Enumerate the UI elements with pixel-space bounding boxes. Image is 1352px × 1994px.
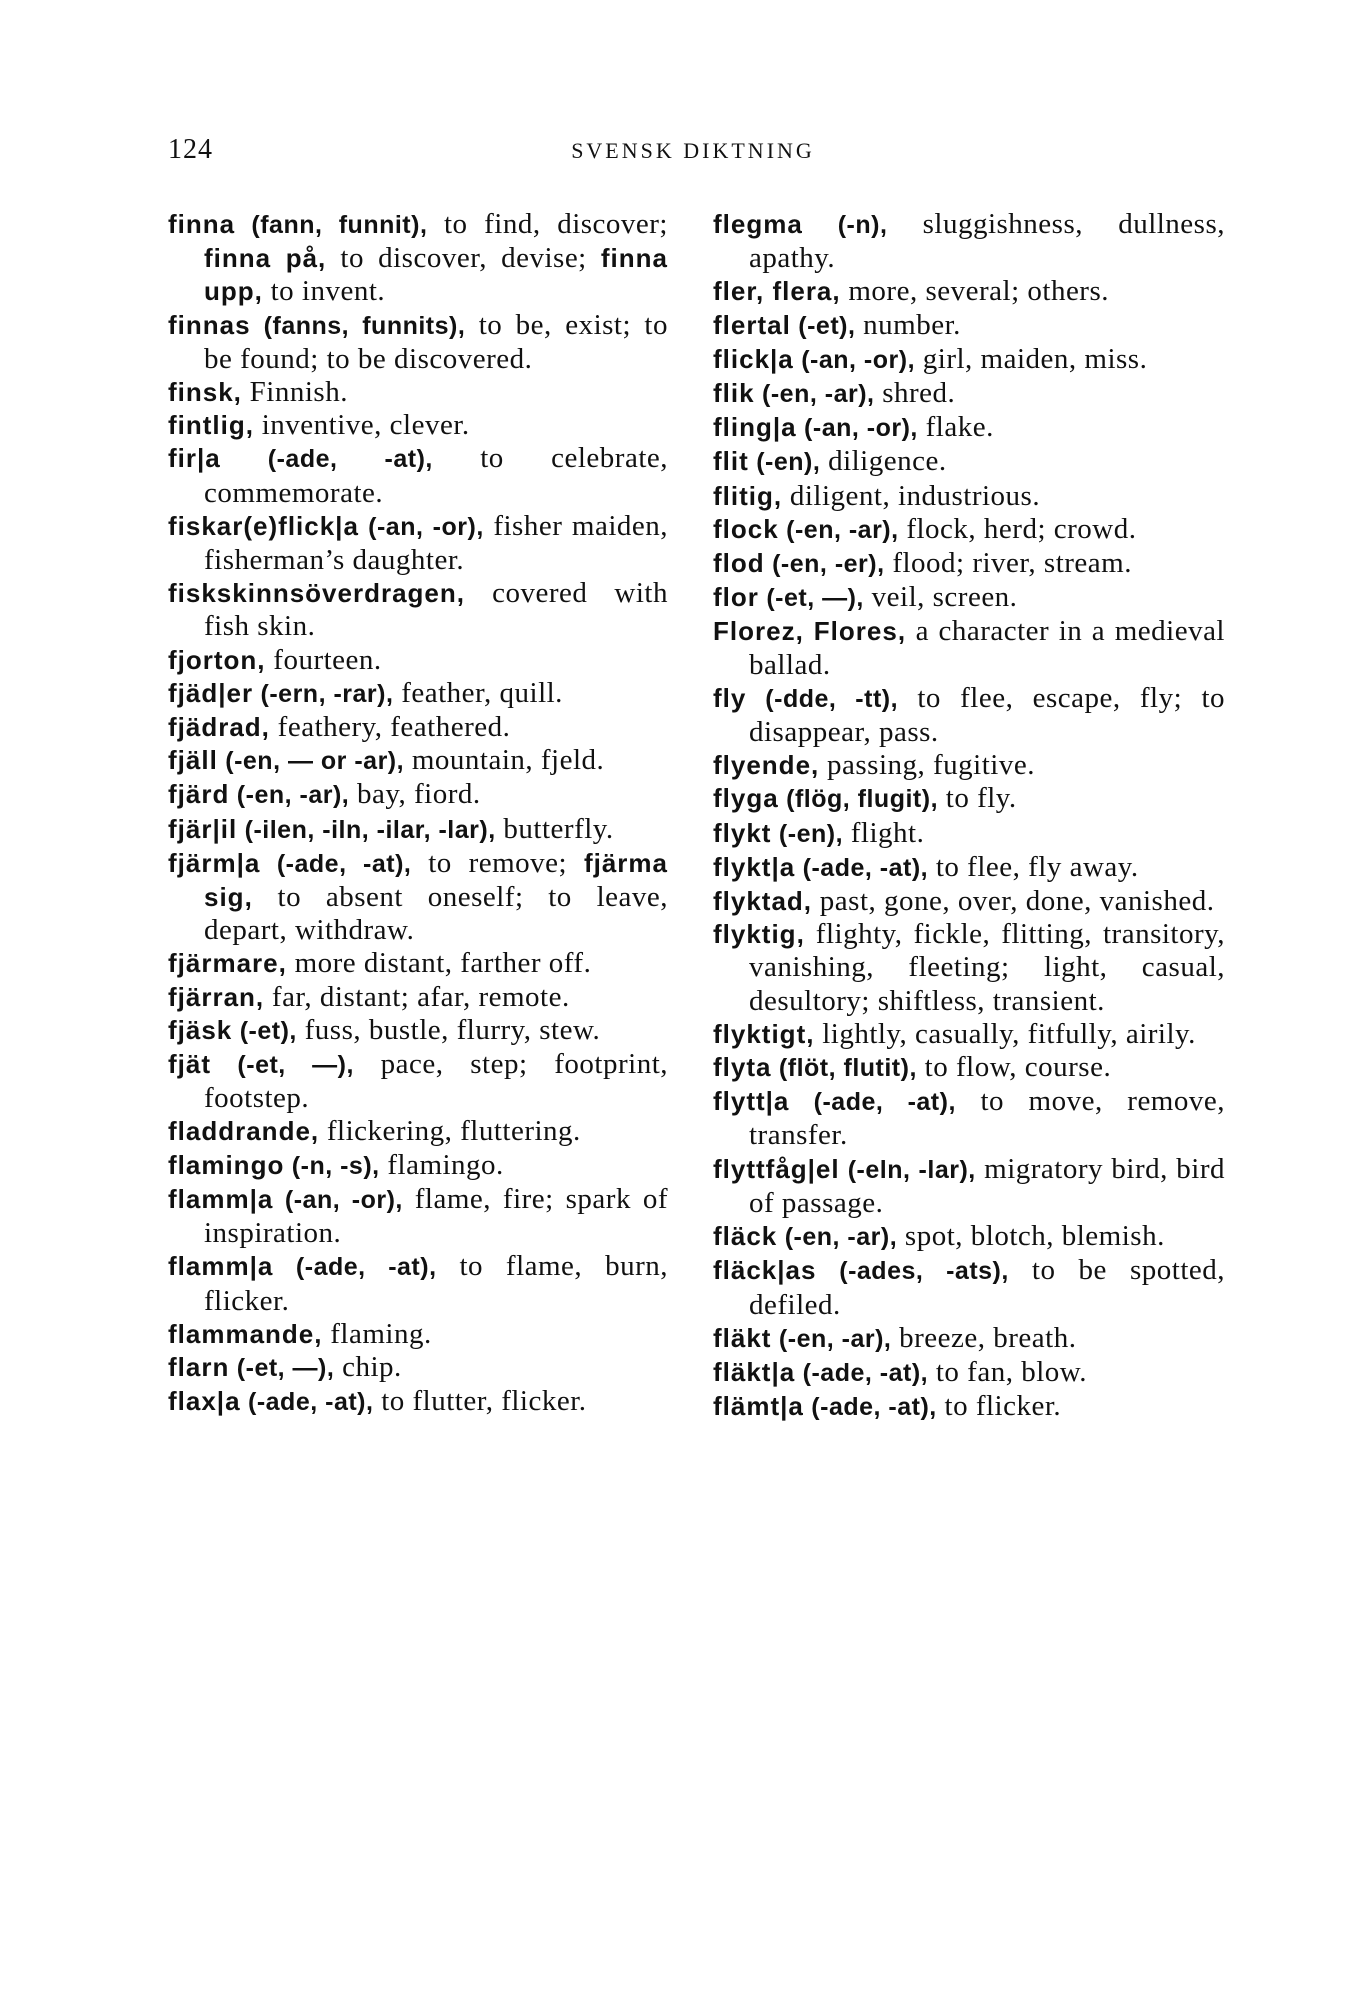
entry-definition: to fan, blow.: [928, 1355, 1088, 1388]
glossary-entry: [713, 817, 1225, 851]
entry-definition: fisher maiden, fisherman’s daughter.: [204, 509, 669, 577]
page-header: [168, 134, 1218, 174]
entry-definition: mountain, fjeld.: [404, 744, 605, 777]
entry-headword: flyktad,: [713, 886, 813, 917]
entry-headword: finnas: [168, 309, 251, 340]
entry-definition: flamingo.: [379, 1148, 504, 1181]
entry-grammar: (-ade, -at),: [240, 1388, 374, 1417]
entry-headword: flarn: [168, 1351, 230, 1382]
entry-definition: past, gone, over, done, vanished.: [812, 885, 1215, 918]
entry-headword: finna upp,: [204, 243, 668, 307]
glossary-entry: [168, 376, 668, 409]
glossary-entry: [713, 309, 1225, 343]
glossary-entry: [713, 749, 1225, 782]
entry-definition: flake.: [917, 411, 994, 444]
entry-grammar: (-et, —),: [229, 1353, 335, 1382]
entry-grammar: (-ade, -at),: [795, 853, 929, 882]
glossary-entry: [168, 1351, 668, 1385]
entry-definition: to be spotted, defiled.: [749, 1254, 1226, 1321]
glossary-entry: [168, 711, 668, 744]
entry-headword: flammande,: [168, 1318, 323, 1349]
entry-definition: diligence.: [820, 445, 947, 478]
entry-definition: flickering, fluttering.: [319, 1115, 581, 1148]
glossary-entry: [168, 1115, 668, 1148]
entry-headword: fläkt|a: [713, 1356, 796, 1387]
entry-headword: fjorton,: [168, 644, 266, 675]
entry-definition: spot, blotch, blemish.: [897, 1220, 1165, 1253]
entry-headword: Florez, Flores,: [713, 616, 907, 647]
glossary-column-left: [168, 208, 668, 1419]
glossary-entry: [168, 1048, 668, 1115]
entry-headword: fladdrande,: [168, 1116, 320, 1147]
entry-headword: fjärran,: [168, 981, 265, 1012]
glossary-entry: [713, 343, 1225, 377]
glossary-entry: [713, 1220, 1225, 1254]
glossary-entry: [713, 275, 1225, 308]
entry-headword: flytt|a: [713, 1086, 790, 1117]
entry-grammar: (flög, flugit),: [778, 785, 939, 814]
entry-grammar: (-n, -s),: [284, 1151, 380, 1180]
entry-grammar: (-ern, -rar),: [253, 679, 394, 708]
entry-headword: fling|a: [713, 412, 797, 443]
entry-definition: veil, screen.: [863, 581, 1018, 614]
glossary-entry: [168, 677, 668, 711]
glossary-entry: [713, 1254, 1225, 1321]
glossary-entry: [713, 1356, 1225, 1390]
entry-headword: fjäsk: [168, 1014, 233, 1045]
entry-headword: flertal: [713, 309, 791, 340]
glossary-entry: [168, 208, 668, 309]
glossary-entry: [713, 918, 1225, 1018]
entry-headword: flämt|a: [713, 1391, 804, 1422]
glossary-entry: [713, 682, 1225, 749]
entry-headword: flyta: [713, 1052, 772, 1083]
glossary-entry: [713, 1390, 1225, 1424]
entry-grammar: (-ade, -at),: [795, 1358, 929, 1387]
entry-definition: flighty, fickle, flitting, transitory, vanishing, fleeting; light, casual, desultory; shiftless, transient.: [749, 918, 1225, 1017]
entry-definition: to flow, course.: [916, 1051, 1112, 1084]
glossary-entry: [713, 1085, 1225, 1152]
page-number: 124: [168, 134, 213, 165]
entry-definition: to flame, burn, flicker.: [204, 1250, 668, 1317]
entry-headword: flock: [713, 513, 779, 544]
entry-headword: flik: [713, 378, 755, 409]
entry-definition: to fly.: [938, 782, 1017, 815]
entry-definition: diligent, industrious.: [782, 479, 1041, 512]
entry-definition: shred.: [874, 377, 956, 410]
entry-definition: fourteen.: [265, 643, 382, 676]
entry-headword: flod: [713, 548, 765, 579]
entry-headword: fjärm|a: [168, 847, 261, 878]
entry-grammar: (-en, -ar),: [229, 781, 350, 810]
glossary-entry: [713, 851, 1225, 885]
entry-headword: flegma: [713, 209, 803, 239]
entry-headword: fly: [713, 682, 747, 713]
entry-definition: to celebrate, commemorate.: [204, 442, 668, 509]
entry-grammar: (-en),: [771, 819, 844, 848]
entry-grammar: (-ilen, -iln, -ilar, -lar),: [237, 815, 496, 844]
entry-headword: fläck: [713, 1221, 778, 1252]
entry-grammar: (-ade, -at),: [260, 849, 412, 878]
glossary-entry: [713, 1153, 1225, 1220]
entry-definition: flock, herd; crowd.: [898, 512, 1137, 545]
entry-grammar: (-et, —),: [758, 584, 864, 613]
entry-definition: fuss, bustle, flurry, stew.: [296, 1013, 601, 1046]
entry-definition: pace, step; footprint, footstep.: [204, 1048, 669, 1115]
entry-grammar: (fann, funnit),: [235, 211, 428, 239]
entry-headword: finna på,: [204, 243, 327, 274]
entry-grammar: (-ades, -ats),: [816, 1257, 1009, 1286]
entry-headword: fler, flera,: [713, 276, 841, 307]
entry-definition: to absent oneself; to leave, depart, withdraw.: [204, 881, 668, 947]
glossary-entry: [168, 1183, 668, 1250]
entry-definition: to flee, escape, fly; to disappear, pass.: [749, 681, 1225, 749]
entry-definition: butterfly.: [495, 812, 614, 845]
glossary-entry: [168, 813, 668, 847]
glossary-column-right: [713, 208, 1225, 1424]
entry-headword: finna: [168, 209, 236, 239]
glossary-entry: [713, 377, 1225, 411]
entry-headword: fjäd|er: [168, 677, 254, 708]
glossary-entry: [168, 409, 668, 442]
glossary-entry: [713, 615, 1225, 681]
entry-definition: feather, quill.: [393, 676, 563, 709]
glossary-entry: [168, 981, 668, 1014]
glossary-entry: [168, 1250, 668, 1317]
glossary-entry: [168, 577, 668, 643]
glossary-entry: [168, 1385, 668, 1419]
entry-definition: flight.: [843, 816, 925, 849]
entry-grammar: (-en, -ar),: [771, 1324, 892, 1353]
entry-headword: fjärmare,: [168, 948, 287, 979]
entry-grammar: (-ade, -at),: [273, 1253, 437, 1282]
entry-headword: flamm|a: [168, 1183, 274, 1214]
entry-grammar: (-an, -or),: [273, 1185, 403, 1214]
entry-headword: flykt|a: [713, 851, 796, 882]
entry-headword: fiskar(e)flick|a: [168, 510, 359, 541]
entry-headword: fir|a: [168, 443, 221, 474]
entry-definition: to find, discover;: [427, 208, 668, 240]
entry-definition: to discover, devise;: [326, 242, 601, 275]
glossary-entry: [168, 1014, 668, 1048]
entry-grammar: (-en, -er),: [764, 550, 885, 579]
entry-definition: feathery, feathered.: [269, 711, 511, 744]
glossary-entry: [713, 480, 1225, 513]
entry-definition: far, distant; afar, remote.: [264, 980, 570, 1013]
entry-headword: flick|a: [713, 343, 794, 374]
entry-headword: fläkt: [713, 1322, 772, 1353]
entry-headword: flyttfåg|el: [713, 1153, 840, 1184]
entry-definition: flaming.: [322, 1317, 432, 1350]
entry-grammar: (-en, -ar),: [778, 515, 899, 544]
entry-definition: inventive, clever.: [253, 409, 470, 442]
entry-definition: to remove;: [411, 846, 584, 879]
entry-definition: a character in a medieval ballad.: [749, 615, 1225, 681]
entry-headword: flax|a: [168, 1386, 241, 1417]
entry-headword: flitig,: [713, 480, 783, 511]
entry-definition: breeze, breath.: [891, 1321, 1077, 1354]
glossary-entry: [713, 411, 1225, 445]
entry-grammar: (-et),: [232, 1016, 297, 1045]
entry-headword: fjädrad,: [168, 712, 270, 743]
glossary-entry: [713, 581, 1225, 615]
glossary-entry: [168, 510, 668, 577]
entry-headword: fjärma sig,: [204, 847, 668, 913]
glossary-entry: [713, 208, 1225, 275]
entry-grammar: (-ade, -at),: [220, 445, 433, 474]
glossary-entry: [168, 947, 668, 980]
entry-definition: covered with fish skin.: [204, 577, 668, 643]
entry-definition: sluggishness, dullness, apathy.: [749, 208, 1225, 275]
entry-definition: chip.: [334, 1350, 402, 1383]
entry-headword: fjät: [168, 1049, 211, 1080]
entry-headword: fläck|as: [713, 1255, 817, 1286]
entry-headword: fintlig,: [168, 410, 254, 441]
entry-headword: fjäll: [168, 745, 218, 776]
entry-headword: fjär|il: [168, 813, 238, 844]
entry-definition: more distant, farther off.: [286, 947, 592, 980]
glossary-entry: [168, 847, 668, 948]
entry-grammar: (-en, — or -ar),: [217, 747, 405, 776]
glossary-entry: [713, 1322, 1225, 1356]
running-head: SVENSK DIKTNING: [571, 138, 815, 163]
glossary-entry: [713, 885, 1225, 918]
glossary-entry: [168, 744, 668, 778]
entry-headword: flykt: [713, 817, 772, 848]
entry-headword: fiskskinnsöverdragen,: [168, 578, 465, 609]
entry-grammar: (-en),: [748, 448, 821, 477]
entry-grammar: (-en, -ar),: [754, 380, 875, 409]
glossary-entry: [713, 1051, 1225, 1085]
entry-headword: flamingo: [168, 1149, 285, 1180]
entry-headword: flor: [713, 582, 759, 613]
entry-headword: flyga: [713, 783, 779, 814]
entry-definition: migratory bird, bird of passage.: [749, 1152, 1225, 1219]
entry-definition: to be, exist; to be found; to be discovered.: [204, 308, 668, 375]
glossary-entry: [168, 1318, 668, 1351]
glossary-entry: [168, 644, 668, 677]
entry-headword: flyktigt,: [713, 1018, 815, 1049]
entry-headword: flyende,: [713, 750, 820, 781]
glossary-entry: [713, 547, 1225, 581]
glossary-entry: [713, 1018, 1225, 1051]
entry-definition: to flicker.: [936, 1390, 1062, 1423]
entry-definition: bay, fiord.: [349, 778, 481, 811]
entry-headword: finsk,: [168, 377, 242, 408]
entry-definition: flame, fire; spark of inspiration.: [204, 1182, 668, 1250]
entry-headword: flit: [713, 446, 749, 477]
entry-grammar: (flöt, flutit),: [771, 1054, 917, 1083]
glossary-entry: [168, 442, 668, 509]
entry-grammar: (-an, -or),: [358, 512, 484, 541]
entry-headword: flamm|a: [168, 1251, 274, 1282]
entry-definition: to invent.: [262, 275, 386, 308]
entry-headword: flyktig,: [713, 919, 805, 950]
entry-definition: to flee, fly away.: [928, 850, 1139, 883]
entry-definition: passing, fugitive.: [819, 749, 1035, 782]
entry-headword: fjärd: [168, 779, 230, 810]
entry-grammar: (-an, -or),: [796, 414, 918, 443]
entry-grammar: (-dde, -tt),: [746, 684, 899, 713]
entry-grammar: (-et, —),: [211, 1051, 354, 1080]
entry-grammar: (-an, -or),: [793, 345, 916, 374]
entry-definition: flood; river, stream.: [884, 547, 1132, 580]
glossary-entry: [168, 778, 668, 812]
entry-definition: Finnish.: [241, 376, 348, 409]
entry-grammar: (-en, -ar),: [777, 1223, 898, 1252]
entry-grammar: (-ade, -at),: [789, 1088, 956, 1117]
glossary-entry: [168, 1149, 668, 1183]
glossary-entry: [713, 782, 1225, 816]
glossary-entry: [713, 445, 1225, 479]
entry-grammar: (fanns, funnits),: [250, 311, 466, 340]
entry-definition: girl, maiden, miss.: [915, 342, 1148, 375]
entry-grammar: (-eln, -lar),: [839, 1155, 976, 1184]
entry-definition: to move, remove, transfer.: [749, 1085, 1225, 1152]
entry-grammar: (-et),: [790, 311, 856, 340]
entry-definition: lightly, casually, fitfully, airily.: [814, 1017, 1196, 1050]
entry-definition: more, several; others.: [840, 275, 1110, 308]
entry-definition: to flutter, flicker.: [373, 1385, 587, 1418]
glossary-entry: [168, 309, 668, 376]
entry-grammar: (-ade, -at),: [803, 1393, 937, 1422]
entry-definition: number.: [855, 308, 961, 341]
glossary-entry: [713, 513, 1225, 547]
entry-grammar: (-n),: [802, 211, 888, 239]
